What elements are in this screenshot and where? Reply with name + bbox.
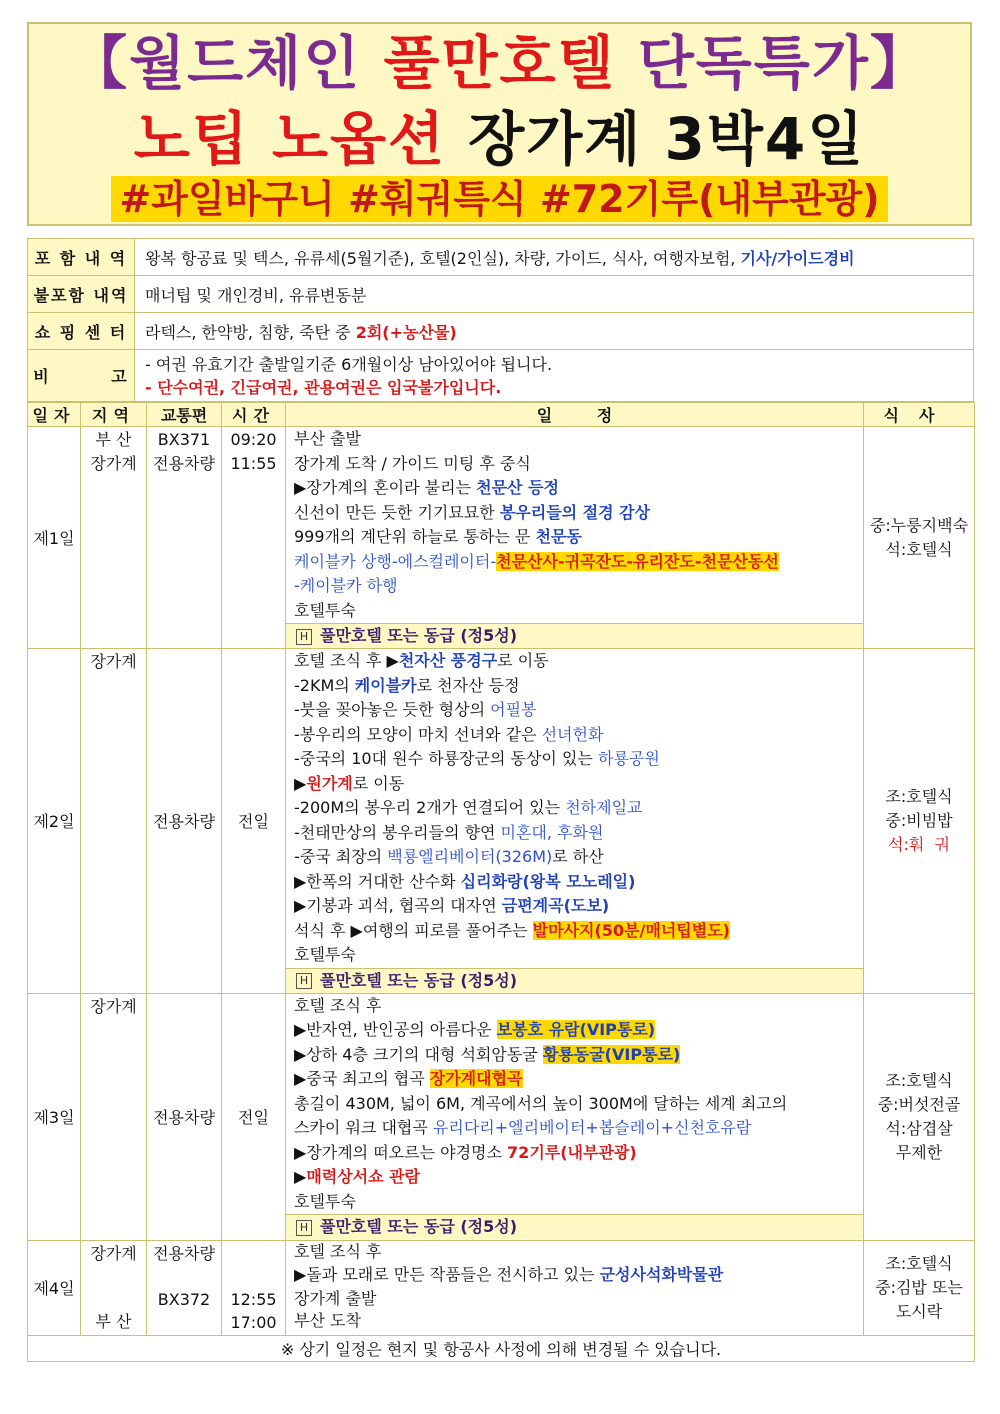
day-row-1 [28, 427, 975, 649]
day-label: 제3일 [28, 993, 81, 1240]
hotel-info: H 풀만호텔 또는 동급 (정5성) [286, 1214, 863, 1239]
col-region: 지역 [81, 403, 147, 427]
day-region: 부 산 장가계 [81, 427, 147, 649]
day-meals: 조:호텔식 중:버섯전골 석:삼겹살 무제한 [864, 993, 975, 1240]
info-label-remarks: 비 고 [28, 350, 135, 402]
day-transport: 전용차량 [147, 649, 222, 994]
info-value-shopping: 라텍스, 한약방, 침향, 죽탄 중 2회(+농산물) [135, 313, 974, 350]
hotel-icon: H [296, 973, 312, 989]
info-table [27, 238, 974, 402]
day-time: 전일 [222, 993, 286, 1240]
hotel-icon: H [296, 1220, 312, 1236]
day-label: 제2일 [28, 649, 81, 994]
day-row-4 [28, 1240, 975, 1335]
info-value-included: 왕복 항공료 및 텍스, 유류세(5월기준), 호텔(2인실), 차량, 가이드, 식사, 여행자보험, 기사/가이드경비 [135, 239, 974, 276]
day-transport: BX371 전용차량 [147, 427, 222, 649]
info-label-shopping: 쇼 핑 센 터 [28, 313, 135, 350]
col-day: 일자 [28, 403, 81, 427]
day-transport: 전용차량 BX372 [147, 1240, 222, 1335]
col-meals: 식사 [864, 403, 975, 427]
info-label-excluded: 불포함 내역 [28, 276, 135, 313]
day-meals: 중:누룽지백숙 석:호텔식 [864, 427, 975, 649]
day-meals: 조:호텔식 중:비빔밥 석:훠 궈 [864, 649, 975, 994]
day-meals: 조:호텔식 중:김밥 또는 도시락 [864, 1240, 975, 1335]
day-label: 제4일 [28, 1240, 81, 1335]
day-row-3 [28, 993, 975, 1240]
day-transport: 전용차량 [147, 993, 222, 1240]
day-region: 장가계 부 산 [81, 1240, 147, 1335]
day-itinerary: 호텔 조식 후 ▶반자연, 반인공의 아름다운 보봉호 유람(VIP통로) ▶상하 4층 크기의 대형 석회암동굴 황룡동굴(VIP통로) ▶중국 최고의 협곡 장가계대협곡 총길이 430M, 넓이 6M, 계곡에서의 높이 300M에 달하는 세계 최고의 스카이 워크 대협곡 유리다리+엘리베이터+봅슬레이+신천호유람 ▶장가계의 떠오르는 야경명소 72기루(내부관광) ▶매력상서쇼 관람 호텔투숙 H 풀만호텔 또는 동급 (정5성) [286, 993, 864, 1240]
title-line-2: 노팁 노옵션 장가계 3박4일 [133, 105, 866, 173]
footer-note: ※ 상기 일정은 현지 및 항공사 사정에 의해 변경될 수 있습니다. [28, 1335, 975, 1361]
col-transport: 교통편 [147, 403, 222, 427]
day-itinerary: 호텔 조식 후 ▶돌과 모래로 만든 작품들은 전시하고 있는 군성사석화박물관 장가계 출발 부산 도착 [286, 1240, 864, 1335]
day-time: 12:55 17:00 [222, 1240, 286, 1335]
day-region: 장가계 [81, 649, 147, 994]
day-itinerary: 부산 출발 장가계 도착 / 가이드 미팅 후 중식 ▶장가계의 혼이라 불리는 천문산 등정 신선이 만든 듯한 기기묘묘한 봉우리들의 절경 감상 999개의 계단위 하늘로 통하는 문 천문동 케이블카 상행-에스컬레이터-천문산사-귀곡잔도-유리잔도-천문산동선 -케이블카 하행 호텔투숙 H 풀만호텔 또는 동급 (정5성) [286, 427, 864, 649]
title-line-1: 【월드체인 풀만호텔 단독특가】 [69, 29, 930, 97]
day-label: 제1일 [28, 427, 81, 649]
schedule-table [27, 402, 975, 1362]
info-value-excluded: 매너팁 및 개인경비, 유류변동분 [135, 276, 974, 313]
info-value-remarks: - 여권 유효기간 출발일기준 6개월이상 남아있어야 됩니다. - 단수여권, 긴급여권, 관용여권은 입국불가입니다. [135, 350, 974, 402]
col-time: 시간 [222, 403, 286, 427]
title-banner [27, 22, 972, 226]
col-itinerary: 일 정 [286, 403, 864, 427]
info-label-included: 포 함 내 역 [28, 239, 135, 276]
hashtag-line: #과일바구니 #훠궈특식 #72기루(내부관광) [111, 176, 887, 222]
day-itinerary: 호텔 조식 후 ▶천자산 풍경구로 이동 -2KM의 케이블카로 천자산 등정 -붓을 꽂아놓은 듯한 형상의 어필봉 -봉우리의 모양이 마치 선녀와 같은 선녀헌화 -중국의 10대 원수 하룡장군의 동상이 있는 하룡공원 ▶원가계로 이동 -200M의 봉우리 2개가 연결되어 있는 천하제일교 -천태만상의 봉우리들의 향연 미혼대, 후화원 -중국 최장의 백룡엘리베이터(326M)로 하산 ▶한폭의 거대한 산수화 십리화랑(왕복 모노레일) ▶기봉과 괴석, 협곡의 대자연 금편계곡(도보) 석식 후 ▶여행의 피로를 풀어주는 발마사지(50분/매너팁별도) 호텔투숙 H 풀만호텔 또는 동급 (정5성) [286, 649, 864, 994]
day-region: 장가계 [81, 993, 147, 1240]
day-time: 09:20 11:55 [222, 427, 286, 649]
hotel-info: H 풀만호텔 또는 동급 (정5성) [286, 968, 863, 993]
day-time: 전일 [222, 649, 286, 994]
day-row-2 [28, 649, 975, 994]
hotel-info: H 풀만호텔 또는 동급 (정5성) [286, 623, 863, 648]
hotel-icon: H [296, 629, 312, 645]
